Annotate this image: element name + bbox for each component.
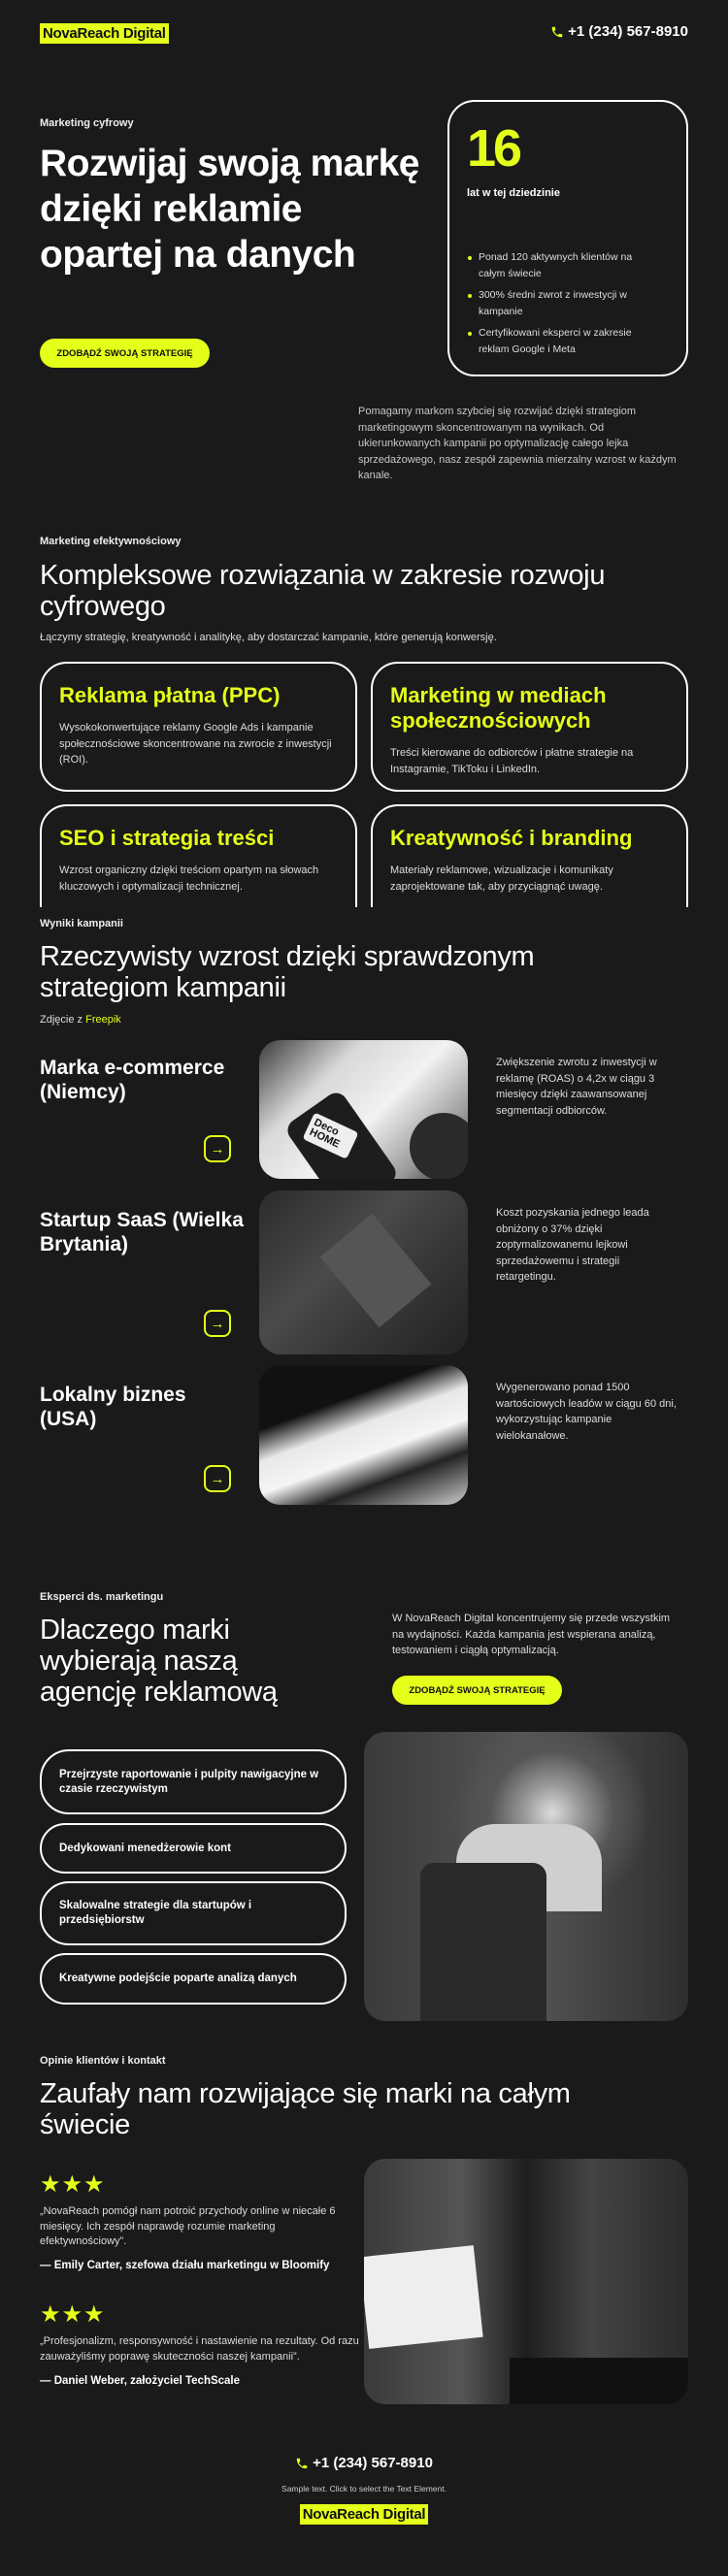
case-arrow-button[interactable]	[204, 1135, 231, 1162]
case-text: Wygenerowano ponad 1500 wartościowych leadów w ciągu 60 dni, wykorzystując kampanie wielokanałowe.	[496, 1382, 677, 1442]
feature-pill	[40, 1953, 347, 2005]
rating-stars: ★★★	[40, 2301, 106, 2328]
case-image-saas	[259, 1190, 468, 1354]
footer-logo[interactable]: NovaReach Digital	[300, 2504, 429, 2525]
footer-logo-wrap	[0, 2504, 728, 2525]
services-section	[0, 524, 728, 907]
case-title: Marka e-commerce (Niemcy)	[40, 1057, 225, 1103]
feature-pill	[40, 1749, 347, 1814]
case-title: Lokalny biznes (USA)	[40, 1384, 186, 1430]
stat-label: lat w tej dziedzinie	[467, 187, 560, 199]
services-label: Marketing efektywnościowy	[40, 536, 182, 547]
arrow-right-icon: →	[210, 1140, 225, 1158]
case-text: Koszt pozyskania jednego leada obniżony o 37% dzięki zoptymalizowanemu lejkowi sprzedażowemu i strategii retargetingu.	[496, 1207, 649, 1283]
testimonials-label: Opinie klientów i kontakt	[40, 2055, 166, 2067]
case-text: Zwiększenie zwrotu z inwestycji w reklamę (ROAS) o 4,2x w ciągu 3 miesięcy dzięki zaawansowanej segmentacji odbiorców.	[496, 1057, 657, 1117]
stat-bullets	[467, 249, 661, 363]
phone-number: +1 (234) 567-8910	[313, 2455, 433, 2471]
footer-phone-link[interactable]	[0, 2455, 728, 2471]
why-cta-button[interactable]: ZDOBĄDŹ SWOJĄ STRATEGIĘ	[392, 1676, 562, 1705]
service-text: Wzrost organiczny dzięki treściom opartym na słowach kluczowych i optymalizacji technicznej.	[59, 864, 319, 893]
services-subtitle: Łączymy strategię, kreatywność i analitykę, aby dostarczać kampanie, które generują konwersję.	[40, 632, 497, 643]
paper	[364, 2245, 483, 2349]
photo-credit	[40, 1014, 121, 1026]
deco-home-label: Deco HOME	[303, 1112, 359, 1158]
team-member-photo	[364, 1732, 688, 2021]
feature-pill	[40, 1823, 347, 1874]
feature-pill	[40, 1881, 347, 1945]
stats-card	[447, 100, 688, 376]
hero-title: Rozwijaj swoją markę dzięki reklamie opartej na danych	[40, 143, 419, 276]
service-title: Reklama płatna (PPC)	[59, 683, 281, 707]
service-text: Wysokokonwertujące reklamy Google Ads i kampanie społecznościowe skoncentrowane na zwrocie z inwestycji (ROI).	[59, 722, 332, 766]
case-arrow-button[interactable]	[204, 1310, 231, 1337]
feature-text: Kreatywne podejście poparte analizą danych	[59, 1973, 297, 1984]
stat-bullet: Certyfikowani eksperci w zakresie reklam Google i Meta	[467, 325, 661, 357]
service-text: Materiały reklamowe, wizualizacje i komunikaty zaprojektowane tak, aby przyciągnąć uwagę.	[390, 864, 613, 893]
service-title: SEO i strategia treści	[59, 826, 275, 850]
freepik-link[interactable]: Freepik	[85, 1014, 121, 1026]
service-title: Marketing w mediach społecznościowych	[390, 683, 607, 733]
testimonial-quote: „NovaReach pomógł nam potroić przychody online w niecałe 6 miesięcy. Ich zespół naprawdę rozumie marketing efektywnościowy”.	[40, 2205, 336, 2247]
testimonials-title: Zaufały nam rozwijające się marki na całym świecie	[40, 2078, 571, 2140]
rating-stars: ★★★	[40, 2171, 106, 2198]
pen-holder	[410, 1113, 468, 1179]
clients-photo	[364, 2159, 688, 2404]
phone-mockup	[283, 1089, 400, 1179]
logo[interactable]: NovaReach Digital	[40, 23, 169, 44]
case-image-local	[259, 1365, 468, 1505]
testimonial-author: — Daniel Weber, założyciel TechScale	[40, 2375, 241, 2387]
phone-icon	[295, 2457, 309, 2470]
service-card-social	[371, 662, 688, 792]
header-phone-link[interactable]	[550, 23, 688, 40]
case-arrow-button[interactable]	[204, 1465, 231, 1492]
service-title: Kreatywność i branding	[390, 826, 633, 850]
case-title: Startup SaaS (Wielka Brytania)	[40, 1209, 244, 1255]
footer-sample-text[interactable]: Sample text. Click to select the Text Element.	[281, 2484, 447, 2494]
case-image-ecommerce	[259, 1040, 468, 1179]
arrow-right-icon: →	[210, 1470, 225, 1487]
feature-text: Dedykowani menedżerowie kont	[59, 1842, 232, 1854]
hero-cta-button[interactable]: ZDOBĄDŹ SWOJĄ STRATEGIĘ	[40, 339, 210, 368]
feature-text: Skalowalne strategie dla startupów i przedsiębiorstw	[59, 1900, 252, 1926]
service-card-branding	[371, 804, 688, 907]
testimonial-author: — Emily Carter, szefowa działu marketingu w Bloomify	[40, 2260, 330, 2271]
hero-label: Marketing cyfrowy	[40, 117, 134, 129]
credit-prefix: Zdjęcie z	[40, 1014, 83, 1026]
testimonial-quote: „Profesjonalizm, responsywność i nastawienie na rezultaty. Od razu zauważyliśmy poprawę skuteczności naszej kampanii”.	[40, 2335, 359, 2363]
service-text: Treści kierowane do odbiorców i płatne strategie na Instagramie, TikToku i LinkedIn.	[390, 747, 634, 775]
arrow-right-icon: →	[210, 1315, 225, 1332]
stat-bullet: Ponad 120 aktywnych klientów na całym świecie	[467, 249, 661, 281]
phone-icon	[550, 25, 564, 39]
why-title: Dlaczego marki wybierają naszą agencję reklamową	[40, 1614, 278, 1708]
hero-description: Pomagamy markom szybciej się rozwijać dzięki strategiom marketingowym skoncentrowanym na wynikach. Od ukierunkowanych kampanii po optymalizację całego lejka sprzedażowego, nasz zespół zapewnia mierzalny wzrost w każdym kanale.	[358, 406, 677, 481]
why-text: W NovaReach Digital koncentrujemy się przede wszystkim na wydajności. Każda kampania jest wspierana analizą, testowaniem i ciągłą optymalizacją.	[392, 1613, 671, 1656]
card-mockup	[320, 1214, 432, 1328]
why-label: Eksperci ds. marketingu	[40, 1591, 164, 1603]
stat-number: 16	[467, 119, 520, 178]
service-card-seo	[40, 804, 357, 907]
stat-bullet: 300% średni zwrot z inwestycji w kampanie	[467, 287, 661, 319]
results-label: Wyniki kampanii	[40, 918, 123, 929]
services-title: Kompleksowe rozwiązania w zakresie rozwoju cyfrowego	[40, 560, 606, 622]
service-card-ppc	[40, 662, 357, 792]
phone-number: +1 (234) 567-8910	[568, 23, 688, 40]
desk	[510, 2358, 688, 2404]
results-title: Rzeczywisty wzrost dzięki sprawdzonym strategiom kampanii	[40, 941, 535, 1003]
feature-text: Przejrzyste raportowanie i pulpity nawigacyjne w czasie rzeczywistym	[59, 1768, 319, 1795]
chair	[420, 1863, 546, 2021]
